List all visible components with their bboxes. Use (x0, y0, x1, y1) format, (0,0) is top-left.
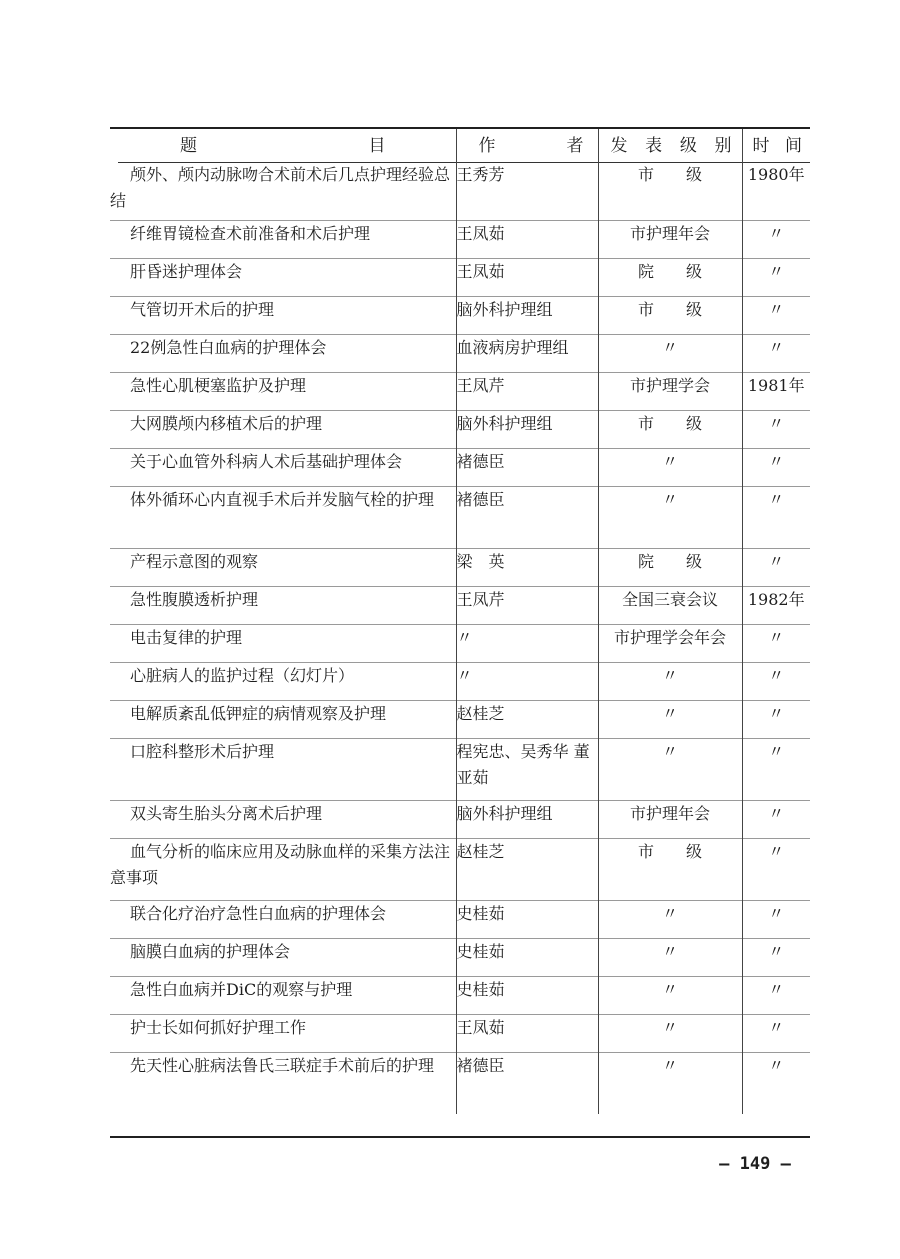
header-level (598, 129, 742, 162)
table-row (110, 296, 810, 334)
row-level: 市护理年会 (598, 800, 742, 838)
bottom-rule (110, 1136, 810, 1138)
row-author: 史桂茹 (456, 976, 598, 1014)
row-author: 〃 (456, 624, 598, 662)
row-time: 〃 (742, 448, 810, 486)
table-row (110, 334, 810, 372)
row-author: 王凤茹 (456, 258, 598, 296)
row-time: 〃 (742, 624, 810, 662)
header-row (110, 129, 810, 162)
row-level: 市 级 (598, 838, 742, 900)
header-title-char: 目 (368, 135, 386, 156)
row-title: 电解质紊乱低钾症的病情观察及护理 (130, 703, 387, 723)
row-author: 褚德臣 (456, 448, 598, 486)
row-time: 〃 (742, 220, 810, 258)
row-level: 〃 (598, 1052, 742, 1114)
table-row (110, 586, 810, 624)
row-title: 肝昏迷护理体会 (130, 261, 243, 281)
row-time: 〃 (742, 296, 810, 334)
row-time: 〃 (742, 548, 810, 586)
row-time: 〃 (742, 838, 810, 900)
row-level: 〃 (598, 900, 742, 938)
row-title: 口腔科整形术后护理 (130, 741, 275, 761)
header-author-char: 作 (478, 135, 496, 156)
header-title (110, 129, 456, 162)
row-author: 褚德臣 (456, 486, 598, 548)
row-level: 〃 (598, 1014, 742, 1052)
header-time-char: 间 (785, 135, 802, 156)
row-author: 赵桂芝 (456, 838, 598, 900)
row-time: 〃 (742, 938, 810, 976)
row-author: 脑外科护理组 (456, 800, 598, 838)
row-author: 程宪忠、吴秀华 董亚茹 (456, 738, 598, 800)
table-row (110, 448, 810, 486)
header-level-char: 表 (645, 135, 663, 156)
row-level: 市护理年会 (598, 220, 742, 258)
row-level: 市 级 (598, 410, 742, 448)
row-author: 梁 英 (456, 548, 598, 586)
row-author: 〃 (456, 662, 598, 700)
table-row (110, 258, 810, 296)
row-level: 〃 (598, 334, 742, 372)
header-author (456, 129, 598, 162)
row-time: 1980年 (742, 162, 810, 220)
row-level: 〃 (598, 938, 742, 976)
row-author: 王凤茹 (456, 1014, 598, 1052)
row-author: 血液病房护理组 (456, 334, 598, 372)
row-level: 〃 (598, 976, 742, 1014)
row-time: 〃 (742, 486, 810, 548)
row-author: 史桂茹 (456, 938, 598, 976)
row-level: 〃 (598, 448, 742, 486)
row-level: 〃 (598, 486, 742, 548)
row-title: 先天性心脏病法鲁氏三联症手术前后的护理 (130, 1055, 435, 1075)
table-row (110, 548, 810, 586)
row-title: 纤维胃镜检查术前准备和术后护理 (130, 223, 371, 243)
table-row (110, 900, 810, 938)
row-time: 〃 (742, 738, 810, 800)
row-time: 〃 (742, 334, 810, 372)
table-row (110, 800, 810, 838)
row-level: 全国三衰会议 (598, 586, 742, 624)
table-row (110, 662, 810, 700)
row-time: 〃 (742, 410, 810, 448)
table-row (110, 162, 810, 220)
page-number: — 149 — (719, 1154, 791, 1174)
row-time: 〃 (742, 1052, 810, 1114)
row-level: 市 级 (598, 296, 742, 334)
table-row (110, 410, 810, 448)
table-row (110, 700, 810, 738)
table-row (110, 372, 810, 410)
row-title: 双头寄生胎头分离术后护理 (130, 803, 323, 823)
row-title: 急性腹膜透析护理 (130, 589, 259, 609)
row-title: 脑膜白血病的护理体会 (130, 941, 291, 961)
publications-table (110, 129, 810, 1114)
row-title: 电击复律的护理 (130, 627, 243, 647)
row-title: 大网膜颅内移植术后的护理 (130, 413, 323, 433)
row-author: 脑外科护理组 (456, 296, 598, 334)
header-level-char: 级 (679, 135, 697, 156)
table-row (110, 486, 810, 548)
row-time: 〃 (742, 700, 810, 738)
table-row (110, 838, 810, 900)
row-title: 22例急性白血病的护理体会 (130, 337, 327, 357)
row-level: 〃 (598, 700, 742, 738)
row-author: 王秀芳 (456, 162, 598, 220)
row-title: 心脏病人的监护过程（幻灯片） (130, 665, 355, 685)
header-time (742, 129, 810, 162)
row-time: 〃 (742, 800, 810, 838)
row-title: 联合化疗治疗急性白血病的护理体会 (130, 903, 387, 923)
row-title: 关于心血管外科病人术后基础护理体会 (130, 451, 403, 471)
header-level-char: 发 (610, 135, 628, 156)
table-row (110, 624, 810, 662)
row-time: 〃 (742, 258, 810, 296)
row-time: 1982年 (742, 586, 810, 624)
row-level: 院 级 (598, 258, 742, 296)
row-title: 血气分析的临床应用及动脉血样的采集方法注意事项 (110, 841, 451, 887)
row-time: 〃 (742, 900, 810, 938)
row-level: 〃 (598, 662, 742, 700)
table-row (110, 738, 810, 800)
row-level: 市护理学会年会 (598, 624, 742, 662)
row-title: 体外循环心内直视手术后并发脑气栓的护理 (130, 489, 435, 509)
row-time: 〃 (742, 662, 810, 700)
row-author: 脑外科护理组 (456, 410, 598, 448)
row-level: 市护理学会 (598, 372, 742, 410)
row-level: 市 级 (598, 162, 742, 220)
row-author: 王凤芹 (456, 372, 598, 410)
header-author-char: 者 (566, 135, 584, 156)
row-time: 1981年 (742, 372, 810, 410)
table-row (110, 220, 810, 258)
table-row (110, 1052, 810, 1114)
table-row (110, 1014, 810, 1052)
row-title: 急性白血病并DiC的观察与护理 (130, 979, 353, 999)
row-level: 院 级 (598, 548, 742, 586)
row-title: 气管切开术后的护理 (130, 299, 275, 319)
row-title: 颅外、颅内动脉吻合术前术后几点护理经验总结 (110, 165, 451, 210)
row-title: 护士长如何抓好护理工作 (130, 1017, 307, 1037)
header-title-char: 题 (180, 135, 197, 156)
row-level: 〃 (598, 738, 742, 800)
row-time: 〃 (742, 976, 810, 1014)
row-author: 褚德臣 (456, 1052, 598, 1114)
row-author: 史桂茹 (456, 900, 598, 938)
table-row (110, 938, 810, 976)
row-title: 产程示意图的观察 (130, 551, 259, 571)
row-author: 王凤芹 (456, 586, 598, 624)
row-author: 赵桂芝 (456, 700, 598, 738)
row-title: 急性心肌梗塞监护及护理 (130, 375, 307, 395)
row-author: 王凤茹 (456, 220, 598, 258)
table-row (110, 976, 810, 1014)
header-time-char: 时 (752, 135, 770, 156)
row-time: 〃 (742, 1014, 810, 1052)
header-level-char: 别 (714, 135, 732, 156)
